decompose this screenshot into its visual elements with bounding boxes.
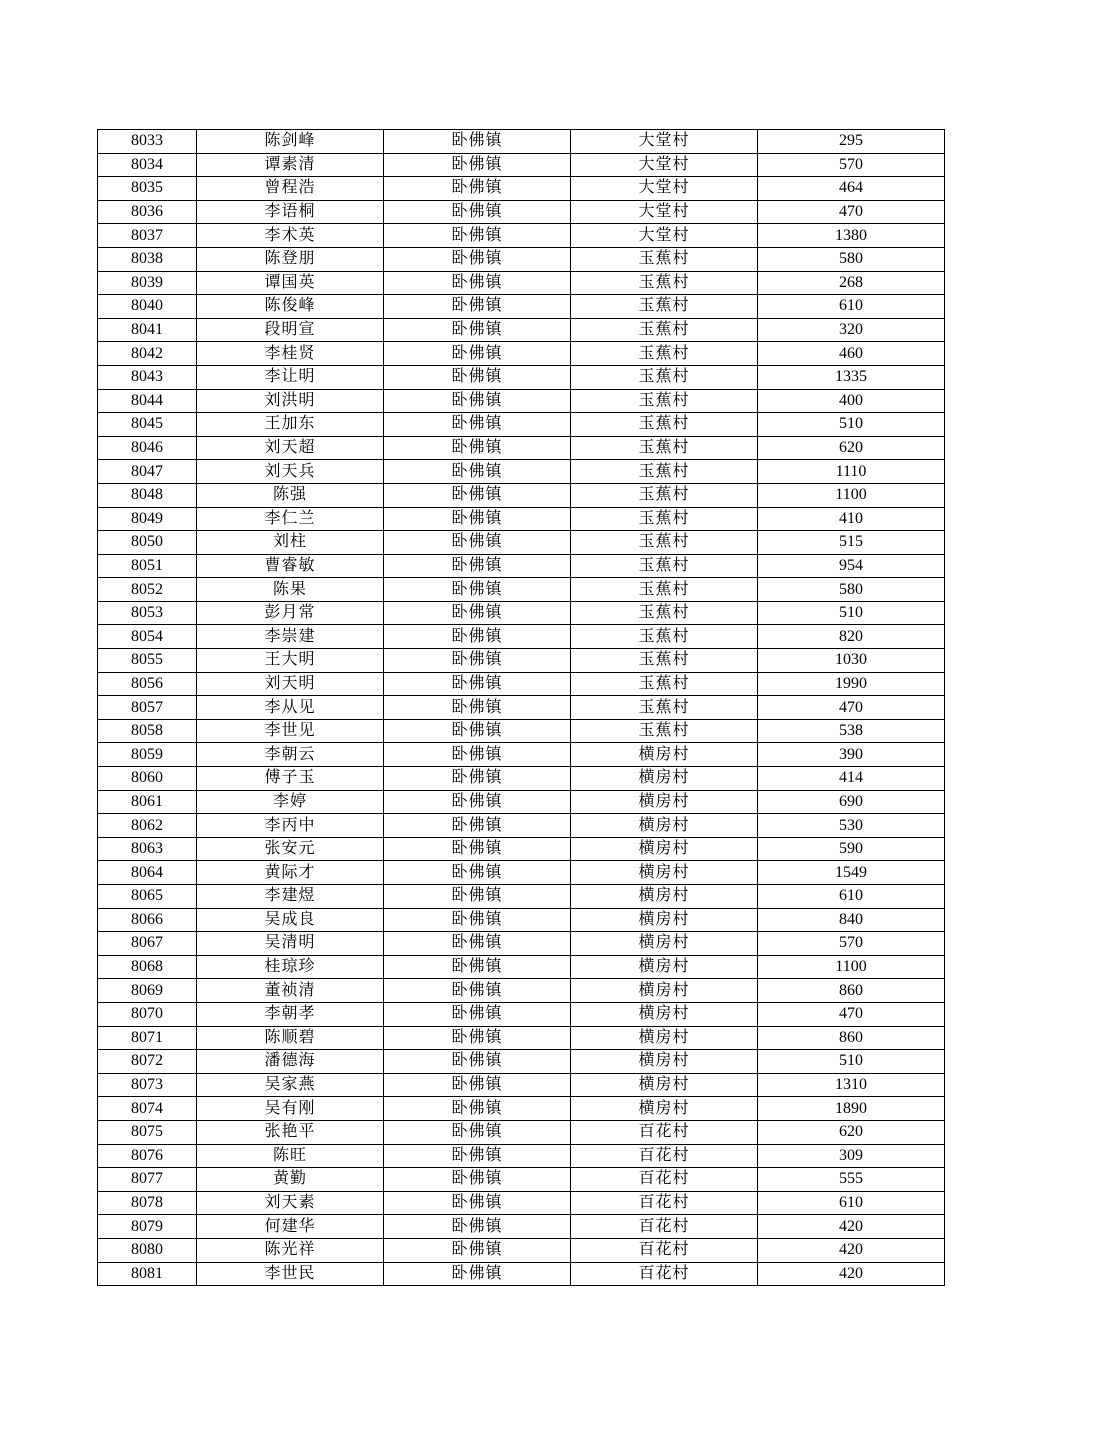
table-row — [98, 247, 945, 271]
person-name-cell: 傅子玉 — [197, 767, 384, 791]
village-cell: 大堂村 — [571, 224, 758, 248]
amount-cell: 538 — [758, 719, 945, 743]
town-cell: 卧佛镇 — [384, 365, 571, 389]
town-cell: 卧佛镇 — [384, 413, 571, 437]
town-cell: 卧佛镇 — [384, 1262, 571, 1286]
village-cell: 玉蕉村 — [571, 342, 758, 366]
amount-cell: 620 — [758, 436, 945, 460]
town-cell: 卧佛镇 — [384, 389, 571, 413]
record-id-cell: 8034 — [98, 153, 197, 177]
table-row — [98, 625, 945, 649]
table-row — [98, 767, 945, 791]
records-table — [97, 129, 945, 1286]
village-cell: 大堂村 — [571, 153, 758, 177]
records-table-body — [98, 130, 945, 1286]
amount-cell: 510 — [758, 1050, 945, 1074]
record-id-cell: 8079 — [98, 1215, 197, 1239]
amount-cell: 1549 — [758, 861, 945, 885]
record-id-cell: 8072 — [98, 1050, 197, 1074]
amount-cell: 1030 — [758, 649, 945, 673]
person-name-cell: 段明宣 — [197, 318, 384, 342]
record-id-cell: 8055 — [98, 649, 197, 673]
person-name-cell: 刘天素 — [197, 1191, 384, 1215]
record-id-cell: 8041 — [98, 318, 197, 342]
table-row — [98, 413, 945, 437]
amount-cell: 860 — [758, 1026, 945, 1050]
person-name-cell: 吴家燕 — [197, 1073, 384, 1097]
village-cell: 玉蕉村 — [571, 601, 758, 625]
village-cell: 玉蕉村 — [571, 295, 758, 319]
village-cell: 玉蕉村 — [571, 696, 758, 720]
table-row — [98, 1238, 945, 1262]
table-row — [98, 507, 945, 531]
amount-cell: 610 — [758, 885, 945, 909]
town-cell: 卧佛镇 — [384, 767, 571, 791]
amount-cell: 1335 — [758, 365, 945, 389]
table-row — [98, 483, 945, 507]
amount-cell: 860 — [758, 979, 945, 1003]
record-id-cell: 8050 — [98, 531, 197, 555]
table-row — [98, 318, 945, 342]
person-name-cell: 陈旺 — [197, 1144, 384, 1168]
town-cell: 卧佛镇 — [384, 625, 571, 649]
town-cell: 卧佛镇 — [384, 1238, 571, 1262]
person-name-cell: 李婷 — [197, 790, 384, 814]
record-id-cell: 8076 — [98, 1144, 197, 1168]
town-cell: 卧佛镇 — [384, 885, 571, 909]
village-cell: 大堂村 — [571, 130, 758, 154]
person-name-cell: 潘德海 — [197, 1050, 384, 1074]
person-name-cell: 陈光祥 — [197, 1238, 384, 1262]
record-id-cell: 8075 — [98, 1120, 197, 1144]
amount-cell: 464 — [758, 177, 945, 201]
village-cell: 横房村 — [571, 814, 758, 838]
person-name-cell: 曹睿敏 — [197, 554, 384, 578]
record-id-cell: 8063 — [98, 837, 197, 861]
table-row — [98, 719, 945, 743]
town-cell: 卧佛镇 — [384, 601, 571, 625]
amount-cell: 460 — [758, 342, 945, 366]
village-cell: 百花村 — [571, 1262, 758, 1286]
record-id-cell: 8047 — [98, 460, 197, 484]
village-cell: 横房村 — [571, 743, 758, 767]
person-name-cell: 刘洪明 — [197, 389, 384, 413]
person-name-cell: 吴成良 — [197, 908, 384, 932]
town-cell: 卧佛镇 — [384, 908, 571, 932]
village-cell: 玉蕉村 — [571, 578, 758, 602]
person-name-cell: 李从见 — [197, 696, 384, 720]
person-name-cell: 王大明 — [197, 649, 384, 673]
amount-cell: 570 — [758, 932, 945, 956]
amount-cell: 320 — [758, 318, 945, 342]
amount-cell: 1890 — [758, 1097, 945, 1121]
table-row — [98, 436, 945, 460]
village-cell: 百花村 — [571, 1238, 758, 1262]
person-name-cell: 李朝云 — [197, 743, 384, 767]
record-id-cell: 8045 — [98, 413, 197, 437]
person-name-cell: 刘天明 — [197, 672, 384, 696]
amount-cell: 400 — [758, 389, 945, 413]
table-row — [98, 743, 945, 767]
record-id-cell: 8068 — [98, 955, 197, 979]
table-row — [98, 790, 945, 814]
village-cell: 玉蕉村 — [571, 413, 758, 437]
town-cell: 卧佛镇 — [384, 1191, 571, 1215]
town-cell: 卧佛镇 — [384, 578, 571, 602]
table-row — [98, 342, 945, 366]
record-id-cell: 8059 — [98, 743, 197, 767]
town-cell: 卧佛镇 — [384, 837, 571, 861]
town-cell: 卧佛镇 — [384, 342, 571, 366]
table-row — [98, 578, 945, 602]
amount-cell: 690 — [758, 790, 945, 814]
town-cell: 卧佛镇 — [384, 224, 571, 248]
village-cell: 百花村 — [571, 1120, 758, 1144]
record-id-cell: 8064 — [98, 861, 197, 885]
village-cell: 玉蕉村 — [571, 247, 758, 271]
amount-cell: 1110 — [758, 460, 945, 484]
person-name-cell: 谭国英 — [197, 271, 384, 295]
table-row — [98, 1073, 945, 1097]
town-cell: 卧佛镇 — [384, 672, 571, 696]
village-cell: 横房村 — [571, 1002, 758, 1026]
village-cell: 大堂村 — [571, 200, 758, 224]
record-id-cell: 8080 — [98, 1238, 197, 1262]
amount-cell: 410 — [758, 507, 945, 531]
person-name-cell: 陈果 — [197, 578, 384, 602]
village-cell: 玉蕉村 — [571, 625, 758, 649]
person-name-cell: 李让明 — [197, 365, 384, 389]
record-id-cell: 8062 — [98, 814, 197, 838]
village-cell: 玉蕉村 — [571, 389, 758, 413]
table-row — [98, 130, 945, 154]
town-cell: 卧佛镇 — [384, 743, 571, 767]
town-cell: 卧佛镇 — [384, 955, 571, 979]
village-cell: 横房村 — [571, 1073, 758, 1097]
table-row — [98, 1191, 945, 1215]
record-id-cell: 8074 — [98, 1097, 197, 1121]
town-cell: 卧佛镇 — [384, 436, 571, 460]
amount-cell: 309 — [758, 1144, 945, 1168]
amount-cell: 470 — [758, 200, 945, 224]
amount-cell: 420 — [758, 1215, 945, 1239]
table-row — [98, 365, 945, 389]
amount-cell: 954 — [758, 554, 945, 578]
town-cell: 卧佛镇 — [384, 932, 571, 956]
village-cell: 横房村 — [571, 885, 758, 909]
town-cell: 卧佛镇 — [384, 295, 571, 319]
town-cell: 卧佛镇 — [384, 861, 571, 885]
town-cell: 卧佛镇 — [384, 483, 571, 507]
town-cell: 卧佛镇 — [384, 1215, 571, 1239]
table-row — [98, 1120, 945, 1144]
table-row — [98, 460, 945, 484]
record-id-cell: 8069 — [98, 979, 197, 1003]
village-cell: 百花村 — [571, 1144, 758, 1168]
amount-cell: 530 — [758, 814, 945, 838]
person-name-cell: 陈俊峰 — [197, 295, 384, 319]
person-name-cell: 王加东 — [197, 413, 384, 437]
village-cell: 玉蕉村 — [571, 483, 758, 507]
village-cell: 玉蕉村 — [571, 271, 758, 295]
person-name-cell: 张安元 — [197, 837, 384, 861]
person-name-cell: 张艳平 — [197, 1120, 384, 1144]
village-cell: 玉蕉村 — [571, 719, 758, 743]
village-cell: 横房村 — [571, 908, 758, 932]
amount-cell: 610 — [758, 295, 945, 319]
amount-cell: 610 — [758, 1191, 945, 1215]
town-cell: 卧佛镇 — [384, 1144, 571, 1168]
table-row — [98, 672, 945, 696]
town-cell: 卧佛镇 — [384, 318, 571, 342]
record-id-cell: 8039 — [98, 271, 197, 295]
person-name-cell: 刘天兵 — [197, 460, 384, 484]
table-row — [98, 814, 945, 838]
record-id-cell: 8038 — [98, 247, 197, 271]
table-row — [98, 1050, 945, 1074]
amount-cell: 515 — [758, 531, 945, 555]
table-row — [98, 649, 945, 673]
amount-cell: 570 — [758, 153, 945, 177]
village-cell: 大堂村 — [571, 177, 758, 201]
amount-cell: 590 — [758, 837, 945, 861]
table-row — [98, 177, 945, 201]
town-cell: 卧佛镇 — [384, 1002, 571, 1026]
amount-cell: 510 — [758, 601, 945, 625]
amount-cell: 820 — [758, 625, 945, 649]
person-name-cell: 吴有刚 — [197, 1097, 384, 1121]
town-cell: 卧佛镇 — [384, 460, 571, 484]
table-row — [98, 389, 945, 413]
record-id-cell: 8073 — [98, 1073, 197, 1097]
table-row — [98, 601, 945, 625]
amount-cell: 580 — [758, 247, 945, 271]
village-cell: 横房村 — [571, 767, 758, 791]
town-cell: 卧佛镇 — [384, 696, 571, 720]
person-name-cell: 李朝孝 — [197, 1002, 384, 1026]
amount-cell: 470 — [758, 1002, 945, 1026]
record-id-cell: 8081 — [98, 1262, 197, 1286]
person-name-cell: 陈剑峰 — [197, 130, 384, 154]
person-name-cell: 彭月常 — [197, 601, 384, 625]
record-id-cell: 8046 — [98, 436, 197, 460]
town-cell: 卧佛镇 — [384, 790, 571, 814]
record-id-cell: 8044 — [98, 389, 197, 413]
table-row — [98, 1144, 945, 1168]
table-row — [98, 200, 945, 224]
amount-cell: 1310 — [758, 1073, 945, 1097]
person-name-cell: 李世民 — [197, 1262, 384, 1286]
town-cell: 卧佛镇 — [384, 1073, 571, 1097]
village-cell: 百花村 — [571, 1168, 758, 1192]
amount-cell: 295 — [758, 130, 945, 154]
village-cell: 横房村 — [571, 932, 758, 956]
record-id-cell: 8033 — [98, 130, 197, 154]
record-id-cell: 8051 — [98, 554, 197, 578]
table-row — [98, 224, 945, 248]
village-cell: 横房村 — [571, 979, 758, 1003]
amount-cell: 1100 — [758, 955, 945, 979]
table-row — [98, 153, 945, 177]
village-cell: 玉蕉村 — [571, 531, 758, 555]
person-name-cell: 刘柱 — [197, 531, 384, 555]
town-cell: 卧佛镇 — [384, 177, 571, 201]
record-id-cell: 8052 — [98, 578, 197, 602]
person-name-cell: 吴清明 — [197, 932, 384, 956]
town-cell: 卧佛镇 — [384, 507, 571, 531]
person-name-cell: 李语桐 — [197, 200, 384, 224]
amount-cell: 420 — [758, 1238, 945, 1262]
table-row — [98, 1002, 945, 1026]
village-cell: 玉蕉村 — [571, 649, 758, 673]
table-row — [98, 696, 945, 720]
table-row — [98, 885, 945, 909]
table-row — [98, 1097, 945, 1121]
table-row — [98, 955, 945, 979]
town-cell: 卧佛镇 — [384, 554, 571, 578]
record-id-cell: 8060 — [98, 767, 197, 791]
amount-cell: 1990 — [758, 672, 945, 696]
village-cell: 横房村 — [571, 790, 758, 814]
person-name-cell: 李丙中 — [197, 814, 384, 838]
record-id-cell: 8067 — [98, 932, 197, 956]
table-row — [98, 979, 945, 1003]
amount-cell: 840 — [758, 908, 945, 932]
record-id-cell: 8061 — [98, 790, 197, 814]
amount-cell: 620 — [758, 1120, 945, 1144]
table-row — [98, 1215, 945, 1239]
record-id-cell: 8049 — [98, 507, 197, 531]
person-name-cell: 曾程浩 — [197, 177, 384, 201]
record-id-cell: 8058 — [98, 719, 197, 743]
person-name-cell: 黄际才 — [197, 861, 384, 885]
town-cell: 卧佛镇 — [384, 979, 571, 1003]
person-name-cell: 李桂贤 — [197, 342, 384, 366]
town-cell: 卧佛镇 — [384, 200, 571, 224]
record-id-cell: 8040 — [98, 295, 197, 319]
record-id-cell: 8056 — [98, 672, 197, 696]
village-cell: 横房村 — [571, 837, 758, 861]
village-cell: 玉蕉村 — [571, 460, 758, 484]
table-row — [98, 1168, 945, 1192]
town-cell: 卧佛镇 — [384, 247, 571, 271]
table-row — [98, 531, 945, 555]
amount-cell: 1100 — [758, 483, 945, 507]
table-row — [98, 271, 945, 295]
amount-cell: 555 — [758, 1168, 945, 1192]
person-name-cell: 李仁兰 — [197, 507, 384, 531]
table-row — [98, 932, 945, 956]
record-id-cell: 8042 — [98, 342, 197, 366]
person-name-cell: 黄勤 — [197, 1168, 384, 1192]
person-name-cell: 李术英 — [197, 224, 384, 248]
amount-cell: 414 — [758, 767, 945, 791]
amount-cell: 510 — [758, 413, 945, 437]
town-cell: 卧佛镇 — [384, 719, 571, 743]
record-id-cell: 8077 — [98, 1168, 197, 1192]
record-id-cell: 8035 — [98, 177, 197, 201]
village-cell: 百花村 — [571, 1215, 758, 1239]
village-cell: 玉蕉村 — [571, 672, 758, 696]
village-cell: 百花村 — [571, 1191, 758, 1215]
amount-cell: 420 — [758, 1262, 945, 1286]
town-cell: 卧佛镇 — [384, 1026, 571, 1050]
town-cell: 卧佛镇 — [384, 1168, 571, 1192]
table-row — [98, 908, 945, 932]
amount-cell: 580 — [758, 578, 945, 602]
village-cell: 横房村 — [571, 955, 758, 979]
village-cell: 玉蕉村 — [571, 507, 758, 531]
amount-cell: 470 — [758, 696, 945, 720]
record-id-cell: 8037 — [98, 224, 197, 248]
village-cell: 横房村 — [571, 1097, 758, 1121]
record-id-cell: 8043 — [98, 365, 197, 389]
person-name-cell: 桂琼珍 — [197, 955, 384, 979]
town-cell: 卧佛镇 — [384, 153, 571, 177]
town-cell: 卧佛镇 — [384, 1050, 571, 1074]
person-name-cell: 何建华 — [197, 1215, 384, 1239]
person-name-cell: 刘天超 — [197, 436, 384, 460]
town-cell: 卧佛镇 — [384, 1120, 571, 1144]
person-name-cell: 陈顺碧 — [197, 1026, 384, 1050]
record-id-cell: 8048 — [98, 483, 197, 507]
person-name-cell: 陈强 — [197, 483, 384, 507]
person-name-cell: 李崇建 — [197, 625, 384, 649]
town-cell: 卧佛镇 — [384, 649, 571, 673]
person-name-cell: 李建煜 — [197, 885, 384, 909]
village-cell: 玉蕉村 — [571, 365, 758, 389]
table-row — [98, 1026, 945, 1050]
town-cell: 卧佛镇 — [384, 814, 571, 838]
record-id-cell: 8071 — [98, 1026, 197, 1050]
record-id-cell: 8065 — [98, 885, 197, 909]
village-cell: 玉蕉村 — [571, 318, 758, 342]
table-row — [98, 837, 945, 861]
person-name-cell: 李世见 — [197, 719, 384, 743]
table-row — [98, 295, 945, 319]
table-row — [98, 861, 945, 885]
town-cell: 卧佛镇 — [384, 531, 571, 555]
record-id-cell: 8036 — [98, 200, 197, 224]
person-name-cell: 董祯清 — [197, 979, 384, 1003]
town-cell: 卧佛镇 — [384, 271, 571, 295]
village-cell: 玉蕉村 — [571, 436, 758, 460]
amount-cell: 390 — [758, 743, 945, 767]
amount-cell: 1380 — [758, 224, 945, 248]
record-id-cell: 8057 — [98, 696, 197, 720]
town-cell: 卧佛镇 — [384, 1097, 571, 1121]
village-cell: 横房村 — [571, 1050, 758, 1074]
record-id-cell: 8053 — [98, 601, 197, 625]
record-id-cell: 8054 — [98, 625, 197, 649]
amount-cell: 268 — [758, 271, 945, 295]
person-name-cell: 谭素清 — [197, 153, 384, 177]
village-cell: 横房村 — [571, 861, 758, 885]
town-cell: 卧佛镇 — [384, 130, 571, 154]
table-row — [98, 554, 945, 578]
record-id-cell: 8070 — [98, 1002, 197, 1026]
record-id-cell: 8078 — [98, 1191, 197, 1215]
village-cell: 玉蕉村 — [571, 554, 758, 578]
record-id-cell: 8066 — [98, 908, 197, 932]
village-cell: 横房村 — [571, 1026, 758, 1050]
table-row — [98, 1262, 945, 1286]
person-name-cell: 陈登朋 — [197, 247, 384, 271]
